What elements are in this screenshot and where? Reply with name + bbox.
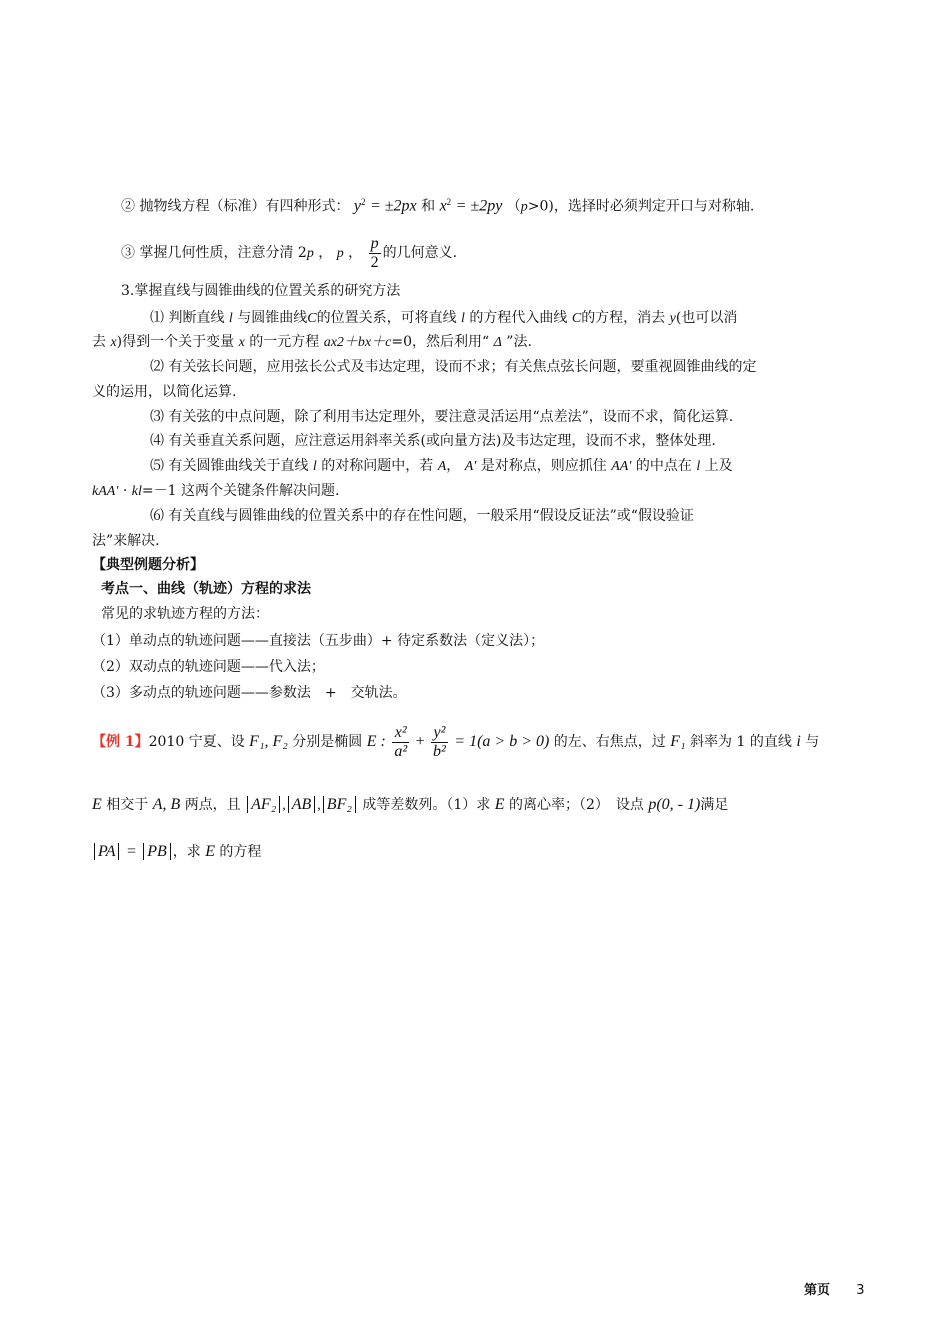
text: 的位置关系，可将直线: [316, 310, 457, 326]
text: 的一元方程: [249, 334, 320, 350]
math-x: x: [110, 335, 117, 350]
text: ，: [348, 245, 363, 261]
math-AA-prime: AA′: [611, 459, 632, 474]
section-3-heading: 3.掌握直线与圆锥曲线的位置关系的研究方法: [121, 283, 401, 299]
page-number: 3: [856, 1283, 865, 1298]
math-A: A: [437, 459, 447, 474]
math-point-p: p(0, - 1): [648, 796, 701, 813]
sup: 2: [446, 197, 452, 207]
method-item-2: （2）双动点的轨迹问题——代入法；: [92, 659, 325, 675]
text: 的对称问题中，若: [321, 458, 434, 474]
math-p: p: [520, 199, 528, 215]
text: 的几何意义.: [382, 245, 458, 261]
math-kAA-prime: kAA′: [92, 484, 119, 499]
text: 的左、右焦点，过: [553, 734, 666, 750]
text: ⑸ 有关圆锥曲线关于直线: [150, 458, 309, 474]
method-6-line-a: ⑹ 有关直线与圆锥曲线的位置关系中的存在性问题，一般采用“假设反证法”或“假设验证: [150, 508, 694, 524]
parabola-forms-line: [121, 191, 754, 219]
text: 的方程，消去: [581, 310, 666, 326]
text: （: [506, 198, 521, 215]
math-l: l: [696, 459, 701, 474]
example-1-line-b: [92, 792, 728, 819]
method-5-line-b: [92, 480, 339, 503]
text: ，: [446, 458, 461, 474]
text: 是对称点，则应抓住: [480, 458, 607, 474]
math-E: E: [92, 796, 102, 813]
text: 分别是椭圆: [292, 734, 363, 750]
text: 与圆锥曲线: [237, 310, 308, 326]
text: 的中点在: [635, 458, 692, 474]
page-footer: [804, 1280, 865, 1302]
example-1-line-a: 【例 1】2010 宁夏、设 F₁, F₂ 分别是椭圆 E : $\frac{\text{x²}}{\text{a²}}$ + $\frac{\text{y²}}{\text{b²}}$ = 1(a > b > 0) 的左、右焦点，过 F₁ 斜率为 1 的直线 i 与: [92, 723, 820, 760]
math-i: i: [796, 733, 801, 750]
text: ·: [122, 483, 128, 499]
text: 2010 宁夏、设: [148, 734, 245, 750]
math-F1F2: F₁, F₂: [249, 733, 288, 750]
fraction-p-over-2: [369, 235, 381, 272]
example-1-line-c: [92, 839, 261, 865]
math-E: E: [494, 796, 505, 813]
math-C: C: [571, 311, 582, 326]
text: 的方程代入曲线: [469, 310, 568, 326]
text: )得到一个关于变量: [116, 334, 235, 350]
math-p: p: [336, 246, 344, 261]
math-x: x: [238, 335, 245, 350]
section-heading-examples: 【典型例题分析】: [92, 557, 204, 573]
text: 斜率为 1 的直线: [690, 734, 792, 750]
numerator: y²: [433, 723, 446, 741]
text: ⑴ 判断直线: [150, 310, 225, 326]
text: ② 抛物线方程（标准）有四种形式：: [121, 198, 350, 215]
math-E: E :: [366, 733, 386, 750]
math-l: l: [312, 459, 317, 474]
text: 去: [92, 334, 106, 350]
text: 相交于: [106, 797, 149, 813]
math-pm2py: = ±2py: [455, 197, 503, 215]
math-x: x: [439, 197, 447, 215]
denominator: b²: [433, 742, 446, 760]
math-abs-PA: PA: [94, 843, 119, 860]
fraction-x2-a2: [392, 724, 409, 761]
math-p: p: [306, 246, 314, 261]
numerator: p: [370, 234, 379, 252]
topic-heading: 考点一、曲线（轨迹）方程的求法: [101, 581, 311, 597]
method-2-line-a: ⑵ 有关弦长问题，应用弦长公式及韦达定理，设而不求；有关焦点弦长问题，要重视圆锥曲线的定: [150, 359, 757, 375]
text: 两点，且: [184, 797, 241, 813]
text: 成等差数列。（1）求: [362, 797, 491, 813]
method-1-line-a: [150, 307, 737, 330]
comma: ,: [282, 798, 286, 813]
text: 与: [805, 734, 820, 750]
method-4-line: ⑷ 有关垂直关系问题，应注意运用斜率关系(或向量方法)及韦达定理，设而不求，整体处理.: [150, 433, 716, 449]
denominator: 2: [370, 253, 379, 271]
text: ，: [318, 245, 333, 261]
text: 和: [421, 198, 436, 215]
text: ③ 掌握几何性质，注意分清 2: [121, 245, 307, 261]
math-pm2px: = ±2px: [369, 197, 417, 215]
math-y: y: [353, 197, 362, 215]
comma: ,: [317, 798, 321, 813]
example-tag: 【例 1】: [92, 734, 149, 750]
method-item-1: （1）单动点的轨迹问题——直接法（五步曲）+ 待定系数法（定义法）；: [92, 633, 545, 649]
text: (也可以消: [675, 310, 738, 326]
method-1-line-b: [92, 331, 532, 354]
method-6-line-b: 法”来解决.: [92, 533, 160, 549]
math-delta: Δ: [493, 335, 502, 350]
text: ”法.: [506, 334, 532, 350]
math-equals: =: [125, 843, 137, 860]
text: ，求: [172, 844, 201, 860]
method-item-3: （3）多动点的轨迹问题——参数法 + 交轨法。: [92, 685, 407, 701]
math-A-prime: A′: [464, 459, 477, 474]
text: 的方程: [219, 844, 262, 860]
text: =－1 这两个关键条件解决问题.: [141, 483, 340, 499]
math-abs-AB: AB: [288, 796, 316, 813]
math-quadratic: ax2＋bx＋c: [323, 335, 392, 350]
method-5-line-a: [150, 455, 733, 478]
method-2-line-b: 义的运用，以简化运算.: [92, 384, 237, 400]
numerator: x²: [394, 723, 407, 741]
text: 上及: [704, 458, 733, 474]
math-abs-AF2: AF₂: [247, 796, 280, 813]
geometry-line: [121, 233, 457, 274]
math-abs-PB: PB: [143, 843, 171, 860]
method-3-line: ⑶ 有关弦的中点问题，除了利用韦达定理外，要注意灵活运用“点差法”，设而不求，简化运算.: [150, 409, 734, 425]
fraction-y2-b2: [431, 724, 448, 761]
math-condition: = 1(a > b > 0): [454, 733, 550, 750]
footer-label: 第页: [804, 1283, 831, 1298]
text: 满足: [700, 797, 729, 813]
math-kl: kl: [131, 484, 142, 499]
methods-intro: 常见的求轨迹方程的方法：: [101, 606, 269, 622]
text: >0)，选择时必须判定开口与对称轴.: [527, 198, 755, 215]
text: 的离心率；（2） 设点: [508, 797, 644, 813]
math-l: l: [461, 311, 465, 326]
math-F1: F₁: [670, 733, 686, 750]
math-abs-BF2: BF₂: [323, 796, 356, 813]
sup: 2: [361, 197, 366, 207]
denominator: a²: [394, 742, 408, 760]
math-AB-points: A, B: [152, 796, 181, 813]
math-E: E: [205, 843, 215, 860]
math-C: C: [307, 311, 317, 326]
math-y: y: [669, 311, 676, 326]
text: =0，然后利用“: [391, 334, 490, 350]
math-l: l: [228, 311, 233, 326]
